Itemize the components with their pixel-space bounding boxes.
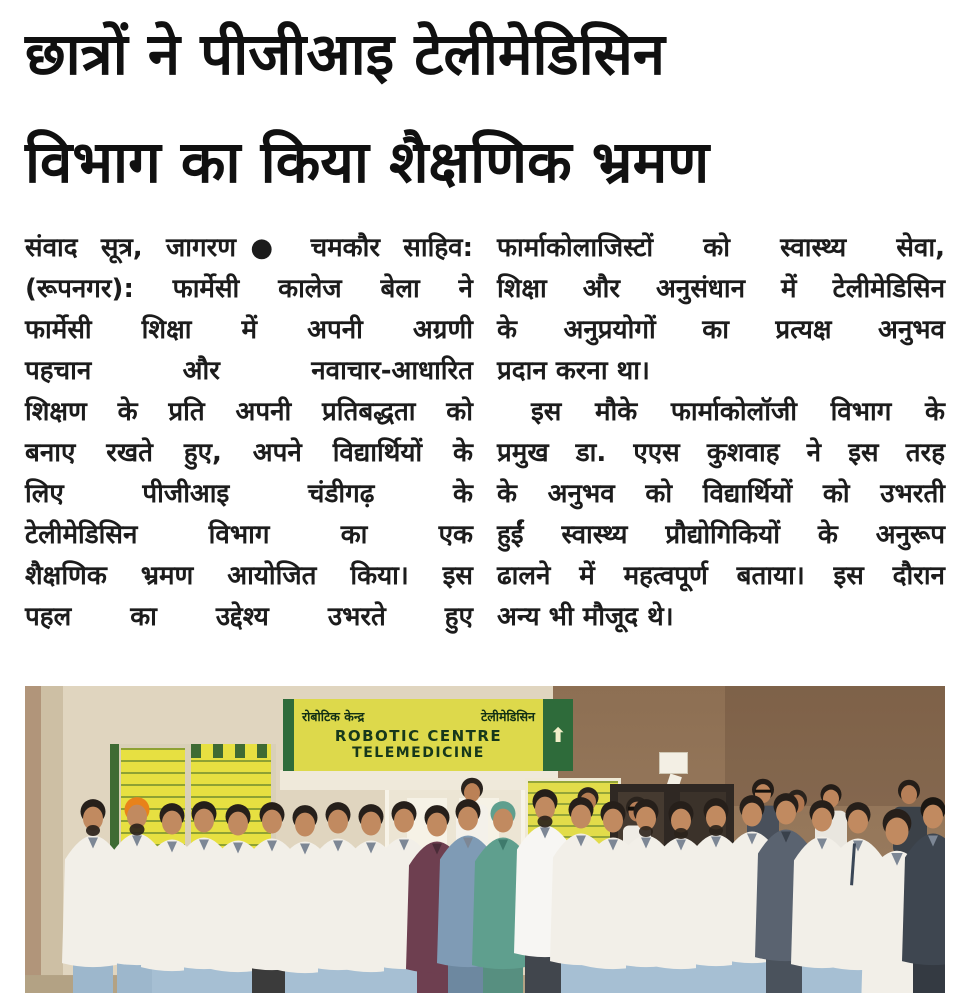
article-body bbox=[25, 228, 945, 638]
article-line: पहल का उद्देश्य उभरते हुए bbox=[25, 602, 473, 632]
article-column-right bbox=[497, 228, 945, 638]
article-line: टेलीमेडिसिन विभाग का एक bbox=[25, 520, 473, 550]
article-line: हुईं स्वास्थ्य प्रौद्योगिकियों के अनुरूप bbox=[497, 520, 945, 550]
article-line: (रूपनगर): फार्मेसी कालेज बेला ने bbox=[25, 274, 473, 304]
article-line: शिक्षा और अनुसंधान में टेलीमेडिसिन bbox=[497, 274, 945, 304]
headline-line-2: विभाग का किया शैक्षणिक भ्रमण bbox=[25, 128, 710, 196]
headline-line-1: छात्रों ने पीजीआइ टेलीमेडिसिन bbox=[25, 20, 665, 88]
sign-english-line1: ROBOTIC CENTRE bbox=[334, 727, 503, 745]
up-arrow-icon: ⬆ bbox=[543, 699, 573, 771]
article-line: फार्माकोलाजिस्टों को स्वास्थ्य सेवा, bbox=[497, 233, 945, 263]
article-line: प्रदान करना था। bbox=[497, 356, 650, 386]
article-line: इस मौके फार्माकोलॉजी विभाग के bbox=[531, 397, 945, 427]
article-line: लिए पीजीआइ चंडीगढ़ के bbox=[25, 479, 473, 509]
article-line: संवाद सूत्र, जागरण● चमकौर साहिव: bbox=[25, 233, 473, 263]
article-headline bbox=[25, 0, 940, 216]
article-line: शैक्षणिक भ्रमण आयोजित किया। इस bbox=[25, 561, 473, 591]
article-line: के अनुभव को विद्यार्थियों को उभरती bbox=[497, 479, 945, 509]
sign-english-line2: TELEMEDICINE bbox=[352, 745, 485, 761]
article-line: बनाए रखते हुए, अपने विद्यार्थियों के bbox=[25, 438, 473, 468]
article-line: प्रमुख डा. एएस कुशवाह ने इस तरह bbox=[497, 438, 945, 468]
article-line: अन्य भी मौजूद थे। bbox=[497, 602, 674, 632]
article-line: शिक्षण के प्रति अपनी प्रतिबद्धता को bbox=[25, 397, 473, 427]
group-photo bbox=[25, 686, 945, 993]
article-line: पहचान और नवाचार-आधारित bbox=[25, 356, 473, 386]
article-line: फार्मेसी शिक्षा में अपनी अग्रणी bbox=[25, 315, 473, 345]
article-line: ढालने में महत्वपूर्ण बताया। इस दौरान bbox=[497, 561, 945, 591]
front-row-people bbox=[62, 789, 945, 993]
sign-hindi-text: रोबोटिक केन्द्र टेलीमेडिसिन bbox=[302, 709, 535, 724]
article-line: के अनुप्रयोगों का प्रत्यक्ष अनुभव bbox=[497, 315, 945, 345]
article-column-left bbox=[25, 228, 473, 638]
people-group-illustration bbox=[25, 686, 945, 993]
